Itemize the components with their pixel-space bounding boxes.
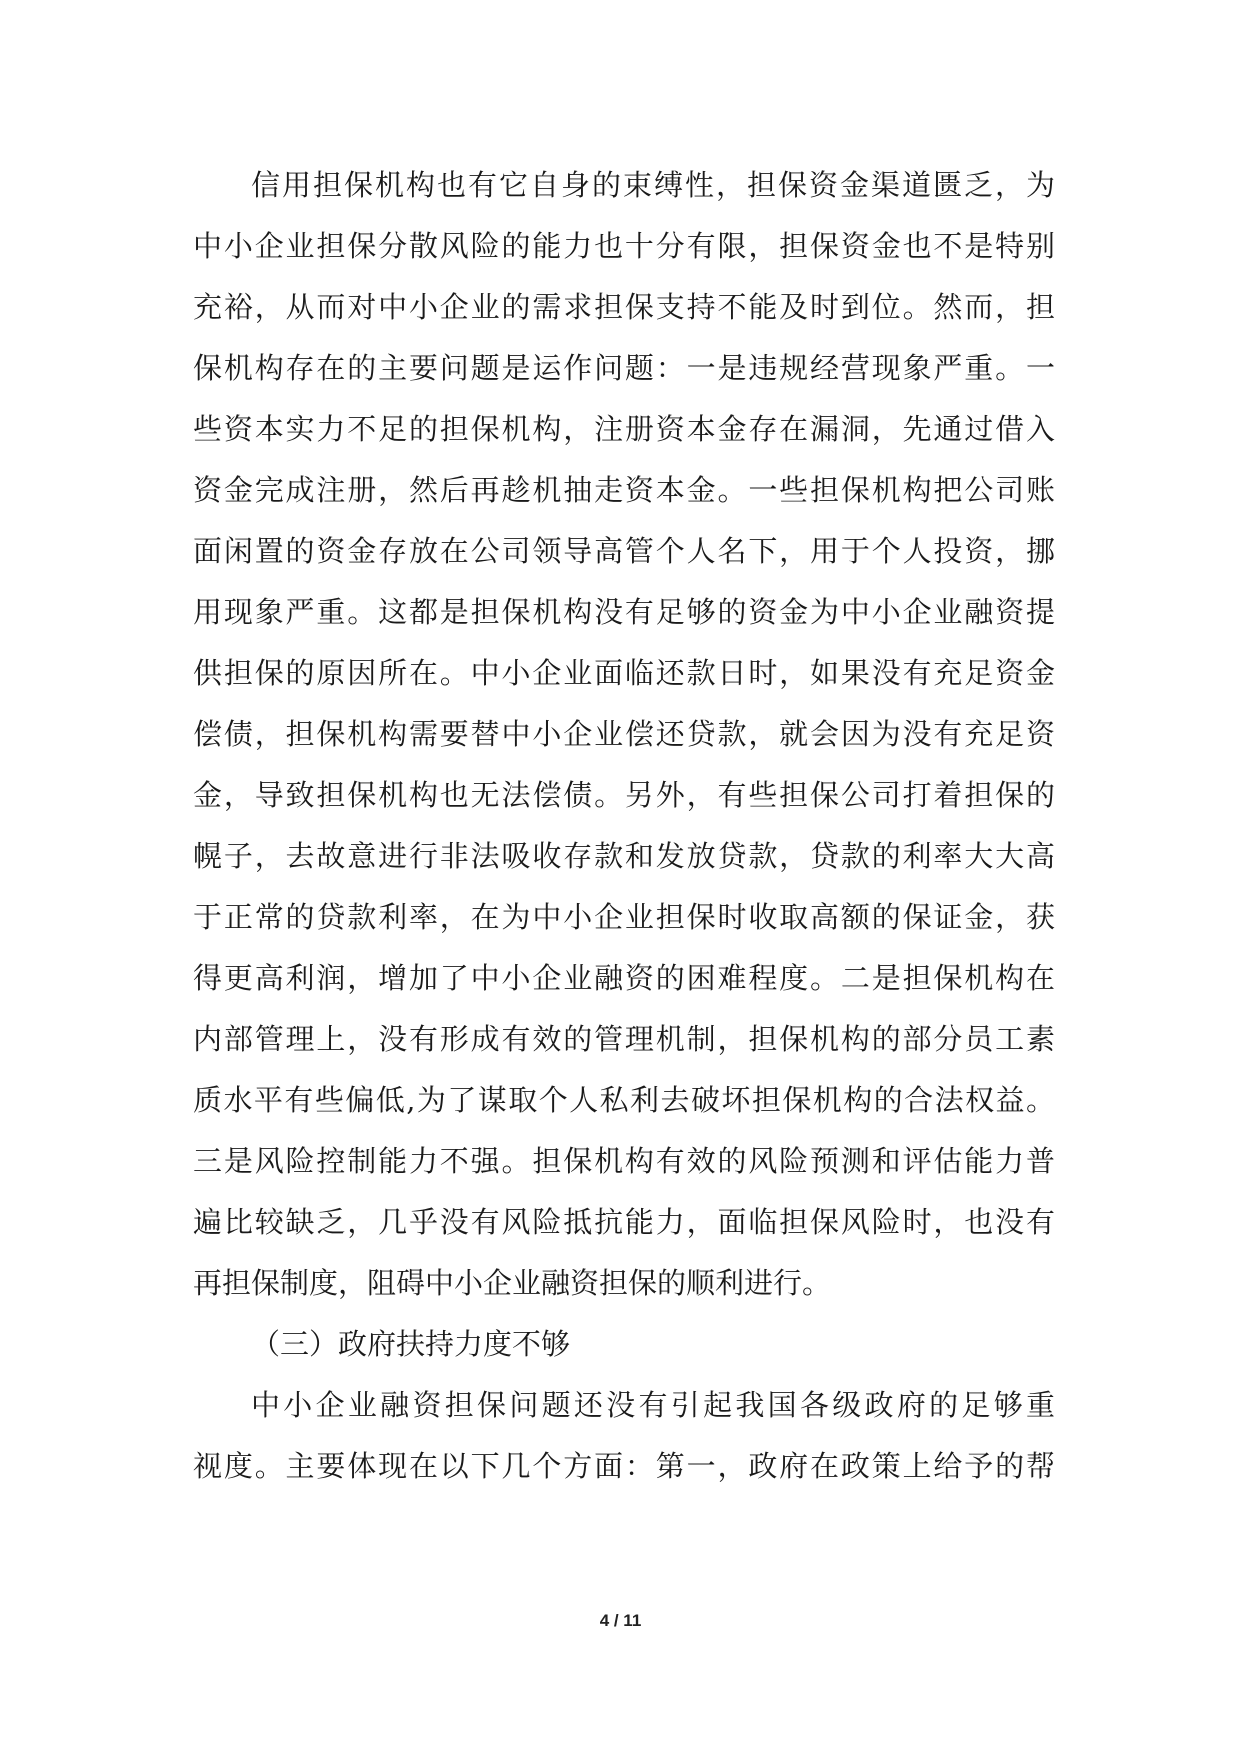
text-line: 偿债，担保机构需要替中小企业偿还贷款，就会因为没有充足资 — [193, 717, 1055, 751]
text-line: 用现象严重。这都是担保机构没有足够的资金为中小企业融资提 — [193, 595, 1055, 629]
text-line: 信用担保机构也有它自身的束缚性，担保资金渠道匮乏，为 — [251, 168, 1055, 202]
document-body — [193, 155, 1055, 1497]
text-line: 资金完成注册，然后再趁机抽走资本金。一些担保机构把公司账 — [193, 473, 1055, 507]
text-line: 充裕，从而对中小企业的需求担保支持不能及时到位。然而，担 — [193, 290, 1055, 324]
text-line: 金，导致担保机构也无法偿债。另外，有些担保公司打着担保的 — [193, 778, 1055, 812]
text-line: 视度。主要体现在以下几个方面：第一，政府在政策上给予的帮 — [193, 1449, 1055, 1483]
text-line: 再担保制度，阻碍中小企业融资担保的顺利进行。 — [193, 1266, 832, 1300]
page-number: 4 / 11 — [599, 1611, 642, 1630]
text-line: 中小企业担保分散风险的能力也十分有限，担保资金也不是特别 — [193, 229, 1055, 263]
text-line: 于正常的贷款利率，在为中小企业担保时收取高额的保证金，获 — [193, 900, 1055, 934]
text-line: 得更高利润，增加了中小企业融资的困难程度。二是担保机构在 — [193, 961, 1055, 995]
text-line: 幌子，去故意进行非法吸收存款和发放贷款，贷款的利率大大高 — [193, 839, 1055, 873]
text-line: 面闲置的资金存放在公司领导高管个人名下，用于个人投资，挪 — [193, 534, 1055, 568]
paragraph-guarantee-institutions — [193, 155, 1055, 1314]
text-line: 内部管理上，没有形成有效的管理机制，担保机构的部分员工素 — [193, 1022, 1055, 1056]
text-line: 保机构存在的主要问题是运作问题：一是违规经营现象严重。一 — [193, 351, 1055, 385]
text-line: 中小企业融资担保问题还没有引起我国各级政府的足够重 — [251, 1388, 1055, 1422]
text-line: 遍比较缺乏，几乎没有风险抵抗能力，面临担保风险时，也没有 — [193, 1205, 1055, 1239]
text-line: 质水平有些偏低,为了谋取个人私利去破坏担保机构的合法权益。 — [193, 1083, 1055, 1117]
text-line: 三是风险控制能力不强。担保机构有效的风险预测和评估能力普 — [193, 1144, 1055, 1178]
text-line: 供担保的原因所在。中小企业面临还款日时，如果没有充足资金 — [193, 656, 1055, 690]
text-line: 些资本实力不足的担保机构，注册资本金存在漏洞，先通过借入 — [193, 412, 1055, 446]
paragraph-government-support — [193, 1375, 1055, 1497]
section-heading: （三）政府扶持力度不够 — [251, 1327, 571, 1361]
